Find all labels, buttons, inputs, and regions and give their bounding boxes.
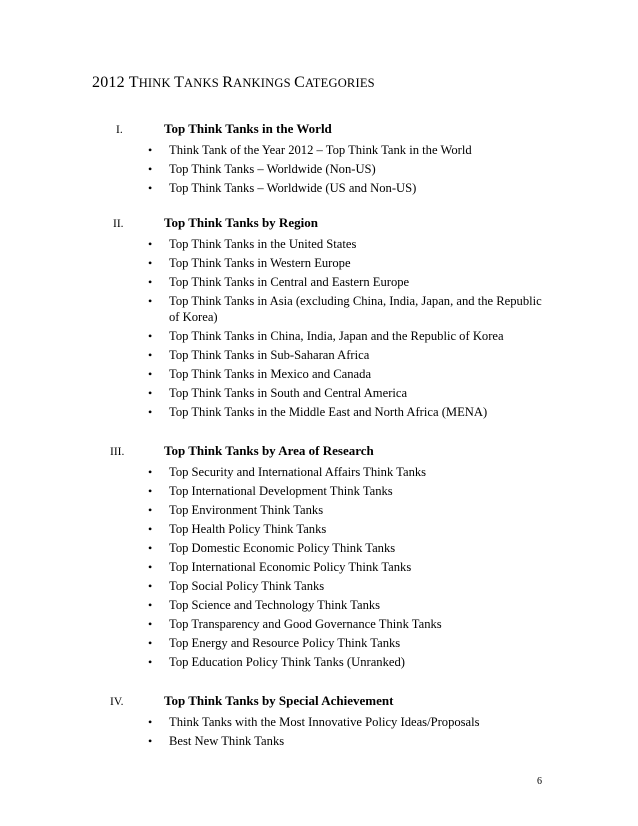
list-item xyxy=(148,597,548,613)
bullet-icon: • xyxy=(148,579,153,593)
list-item-text: Top Transparency and Good Governance Think Tanks xyxy=(169,617,442,631)
list-item-text: Think Tank of the Year 2012 – Top Think Tank in the World xyxy=(169,143,472,157)
list-item xyxy=(148,347,548,363)
list-item-text: Top Environment Think Tanks xyxy=(169,503,324,517)
list-item-text: Top Education Policy Think Tanks (Unranked) xyxy=(169,655,405,669)
bullet-icon: • xyxy=(148,541,153,555)
section-heading: Top Think Tanks in the World xyxy=(164,121,332,136)
list-item-text: Top Think Tanks in Asia (excluding China, India, Japan, and the Republic of Korea) xyxy=(169,294,542,324)
list-item-text: Top Think Tanks – Worldwide (US and Non-US) xyxy=(169,181,417,195)
list-item xyxy=(148,521,548,537)
list-item-text: Top Think Tanks in Central and Eastern Europe xyxy=(169,275,410,289)
list-item xyxy=(148,733,548,749)
list-item xyxy=(148,366,548,382)
bullet-icon: • xyxy=(148,237,153,251)
section-heading: Top Think Tanks by Special Achievement xyxy=(164,693,394,708)
bullet-icon: • xyxy=(148,522,153,536)
bullet-icon: • xyxy=(148,162,153,176)
title-part: ANKINGS xyxy=(233,76,295,90)
section-list xyxy=(148,236,548,423)
bullet-icon: • xyxy=(148,405,153,419)
section-numeral: III. xyxy=(110,446,125,458)
list-item xyxy=(148,559,548,575)
bullet-icon: • xyxy=(148,715,153,729)
list-item xyxy=(148,142,548,158)
bullet-icon: • xyxy=(148,143,153,157)
title-part: R xyxy=(222,74,234,91)
list-item xyxy=(148,714,548,730)
bullet-icon: • xyxy=(148,636,153,650)
list-item xyxy=(148,540,548,556)
list-item-text: Best New Think Tanks xyxy=(169,734,285,748)
list-item xyxy=(148,328,548,344)
page-title xyxy=(92,74,375,92)
bullet-icon: • xyxy=(148,465,153,479)
list-item-text: Top Think Tanks – Worldwide (Non-US) xyxy=(169,162,376,176)
page-number: 6 xyxy=(537,776,542,787)
bullet-icon: • xyxy=(148,367,153,381)
list-item xyxy=(148,502,548,518)
section-list xyxy=(148,714,548,752)
list-item xyxy=(148,293,548,325)
list-item-text: Top Think Tanks in South and Central America xyxy=(169,386,408,400)
section-numeral: I. xyxy=(116,124,123,136)
list-item-text: Top Think Tanks in Mexico and Canada xyxy=(169,367,372,381)
list-item xyxy=(148,635,548,651)
list-item xyxy=(148,161,548,177)
section-list xyxy=(148,464,548,673)
list-item-text: Think Tanks with the Most Innovative Policy Ideas/Proposals xyxy=(169,715,480,729)
list-item-text: Top Security and International Affairs Think Tanks xyxy=(169,465,427,479)
title-part: ATEGORIES xyxy=(304,76,375,90)
list-item-text: Top International Economic Policy Think Tanks xyxy=(169,560,412,574)
title-part: 2012 T xyxy=(92,74,139,91)
bullet-icon: • xyxy=(148,484,153,498)
list-item xyxy=(148,616,548,632)
bullet-icon: • xyxy=(148,386,153,400)
section-list xyxy=(148,142,548,199)
list-item xyxy=(148,578,548,594)
list-item xyxy=(148,385,548,401)
bullet-icon: • xyxy=(148,256,153,270)
bullet-icon: • xyxy=(148,598,153,612)
list-item xyxy=(148,404,548,420)
list-item xyxy=(148,236,548,252)
bullet-icon: • xyxy=(148,655,153,669)
list-item-text: Top Energy and Resource Policy Think Tanks xyxy=(169,636,401,650)
section-numeral: II. xyxy=(113,218,124,230)
section-numeral: IV. xyxy=(110,696,124,708)
list-item xyxy=(148,464,548,480)
section-heading: Top Think Tanks by Region xyxy=(164,215,318,230)
list-item-text: Top Think Tanks in China, India, Japan and the Republic of Korea xyxy=(169,329,504,343)
list-item-text: Top Think Tanks in Western Europe xyxy=(169,256,351,270)
bullet-icon: • xyxy=(148,734,153,748)
bullet-icon: • xyxy=(148,294,153,308)
list-item xyxy=(148,180,548,196)
list-item-text: Top Social Policy Think Tanks xyxy=(169,579,325,593)
list-item-text: Top Think Tanks in the United States xyxy=(169,237,357,251)
list-item-text: Top Think Tanks in Sub-Saharan Africa xyxy=(169,348,370,362)
list-item-text: Top Think Tanks in the Middle East and North Africa (MENA) xyxy=(169,405,488,419)
list-item xyxy=(148,483,548,499)
list-item-text: Top International Development Think Tanks xyxy=(169,484,393,498)
list-item-text: Top Health Policy Think Tanks xyxy=(169,522,327,536)
bullet-icon: • xyxy=(148,560,153,574)
bullet-icon: • xyxy=(148,503,153,517)
list-item-text: Top Science and Technology Think Tanks xyxy=(169,598,381,612)
list-item-text: Top Domestic Economic Policy Think Tanks xyxy=(169,541,396,555)
bullet-icon: • xyxy=(148,617,153,631)
title-part: T xyxy=(174,74,185,91)
title-part: C xyxy=(294,74,305,91)
bullet-icon: • xyxy=(148,181,153,195)
bullet-icon: • xyxy=(148,329,153,343)
list-item xyxy=(148,654,548,670)
list-item xyxy=(148,255,548,271)
title-part: HINK xyxy=(138,76,175,90)
title-part: ANKS xyxy=(184,76,223,90)
list-item xyxy=(148,274,548,290)
bullet-icon: • xyxy=(148,348,153,362)
section-heading: Top Think Tanks by Area of Research xyxy=(164,443,374,458)
bullet-icon: • xyxy=(148,275,153,289)
